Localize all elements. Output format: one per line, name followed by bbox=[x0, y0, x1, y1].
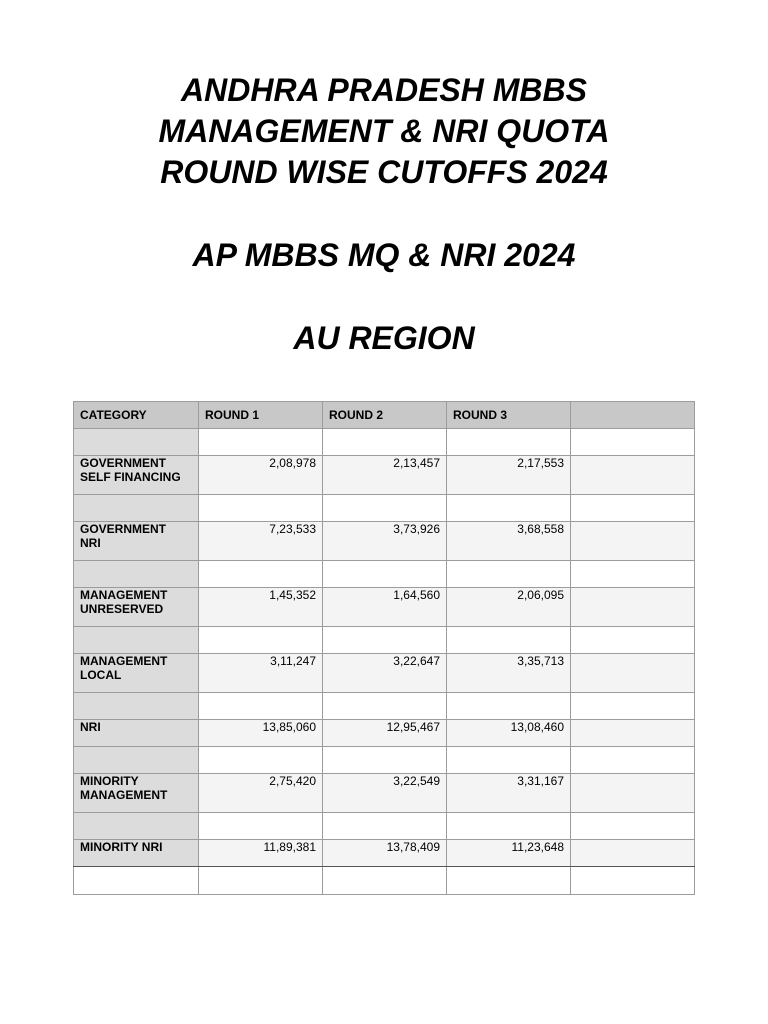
cell-round-1: 11,89,381 bbox=[199, 840, 323, 867]
table-footer-row bbox=[74, 867, 695, 895]
table-row bbox=[74, 774, 695, 813]
cell-round-1: 3,11,247 bbox=[199, 654, 323, 693]
row-category: MINORITY MANAGEMENT bbox=[74, 774, 199, 813]
table-spacer-row bbox=[74, 429, 695, 456]
title-line-2: MANAGEMENT & NRI QUOTA bbox=[158, 113, 610, 149]
row-category: GOVERNMENT SELF FINANCING bbox=[74, 456, 199, 495]
table-row bbox=[74, 720, 695, 747]
row-category: MANAGEMENT UNRESERVED bbox=[74, 588, 199, 627]
header-category: CATEGORY bbox=[74, 402, 199, 429]
cell-round-3: 11,23,648 bbox=[447, 840, 571, 867]
cell-round-1: 2,75,420 bbox=[199, 774, 323, 813]
table-spacer-row bbox=[74, 813, 695, 840]
cell-round-2: 2,13,457 bbox=[323, 456, 447, 495]
row-category: NRI bbox=[74, 720, 199, 747]
table-row bbox=[74, 654, 695, 693]
document-title bbox=[0, 70, 768, 193]
document-subtitle: AP MBBS MQ & NRI 2024 bbox=[192, 237, 576, 273]
table-spacer-row bbox=[74, 561, 695, 588]
table-header-row bbox=[74, 402, 695, 429]
table-spacer-row bbox=[74, 627, 695, 654]
table-spacer-row bbox=[74, 747, 695, 774]
title-line-1: ANDHRA PRADESH MBBS bbox=[181, 72, 587, 108]
cell-round-1: 13,85,060 bbox=[199, 720, 323, 747]
cell-round-1: 1,45,352 bbox=[199, 588, 323, 627]
title-line-3: ROUND WISE CUTOFFS 2024 bbox=[160, 154, 608, 190]
table-row bbox=[74, 522, 695, 561]
cell-round-1: 2,08,978 bbox=[199, 456, 323, 495]
header-round-1: ROUND 1 bbox=[199, 402, 323, 429]
cell-round-3: 13,08,460 bbox=[447, 720, 571, 747]
cell-round-3: 3,31,167 bbox=[447, 774, 571, 813]
cell-round-2: 1,64,560 bbox=[323, 588, 447, 627]
cell-round-3: 2,06,095 bbox=[447, 588, 571, 627]
cell-round-3: 3,35,713 bbox=[447, 654, 571, 693]
region-heading: AU REGION bbox=[293, 320, 475, 356]
table-row bbox=[74, 840, 695, 867]
cutoff-table bbox=[73, 401, 695, 895]
row-category: GOVERNMENT NRI bbox=[74, 522, 199, 561]
row-category: MINORITY NRI bbox=[74, 840, 199, 867]
cell-round-3: 3,68,558 bbox=[447, 522, 571, 561]
cell-round-2: 3,73,926 bbox=[323, 522, 447, 561]
table-spacer-row bbox=[74, 693, 695, 720]
cell-round-2: 13,78,409 bbox=[323, 840, 447, 867]
table-row bbox=[74, 456, 695, 495]
header-empty bbox=[571, 402, 695, 429]
cell-round-2: 12,95,467 bbox=[323, 720, 447, 747]
table-spacer-row bbox=[74, 495, 695, 522]
cell-round-2: 3,22,647 bbox=[323, 654, 447, 693]
header-round-2: ROUND 2 bbox=[323, 402, 447, 429]
row-category: MANAGEMENT LOCAL bbox=[74, 654, 199, 693]
cell-round-2: 3,22,549 bbox=[323, 774, 447, 813]
cell-round-3: 2,17,553 bbox=[447, 456, 571, 495]
header-round-3: ROUND 3 bbox=[447, 402, 571, 429]
table-row bbox=[74, 588, 695, 627]
cell-round-1: 7,23,533 bbox=[199, 522, 323, 561]
